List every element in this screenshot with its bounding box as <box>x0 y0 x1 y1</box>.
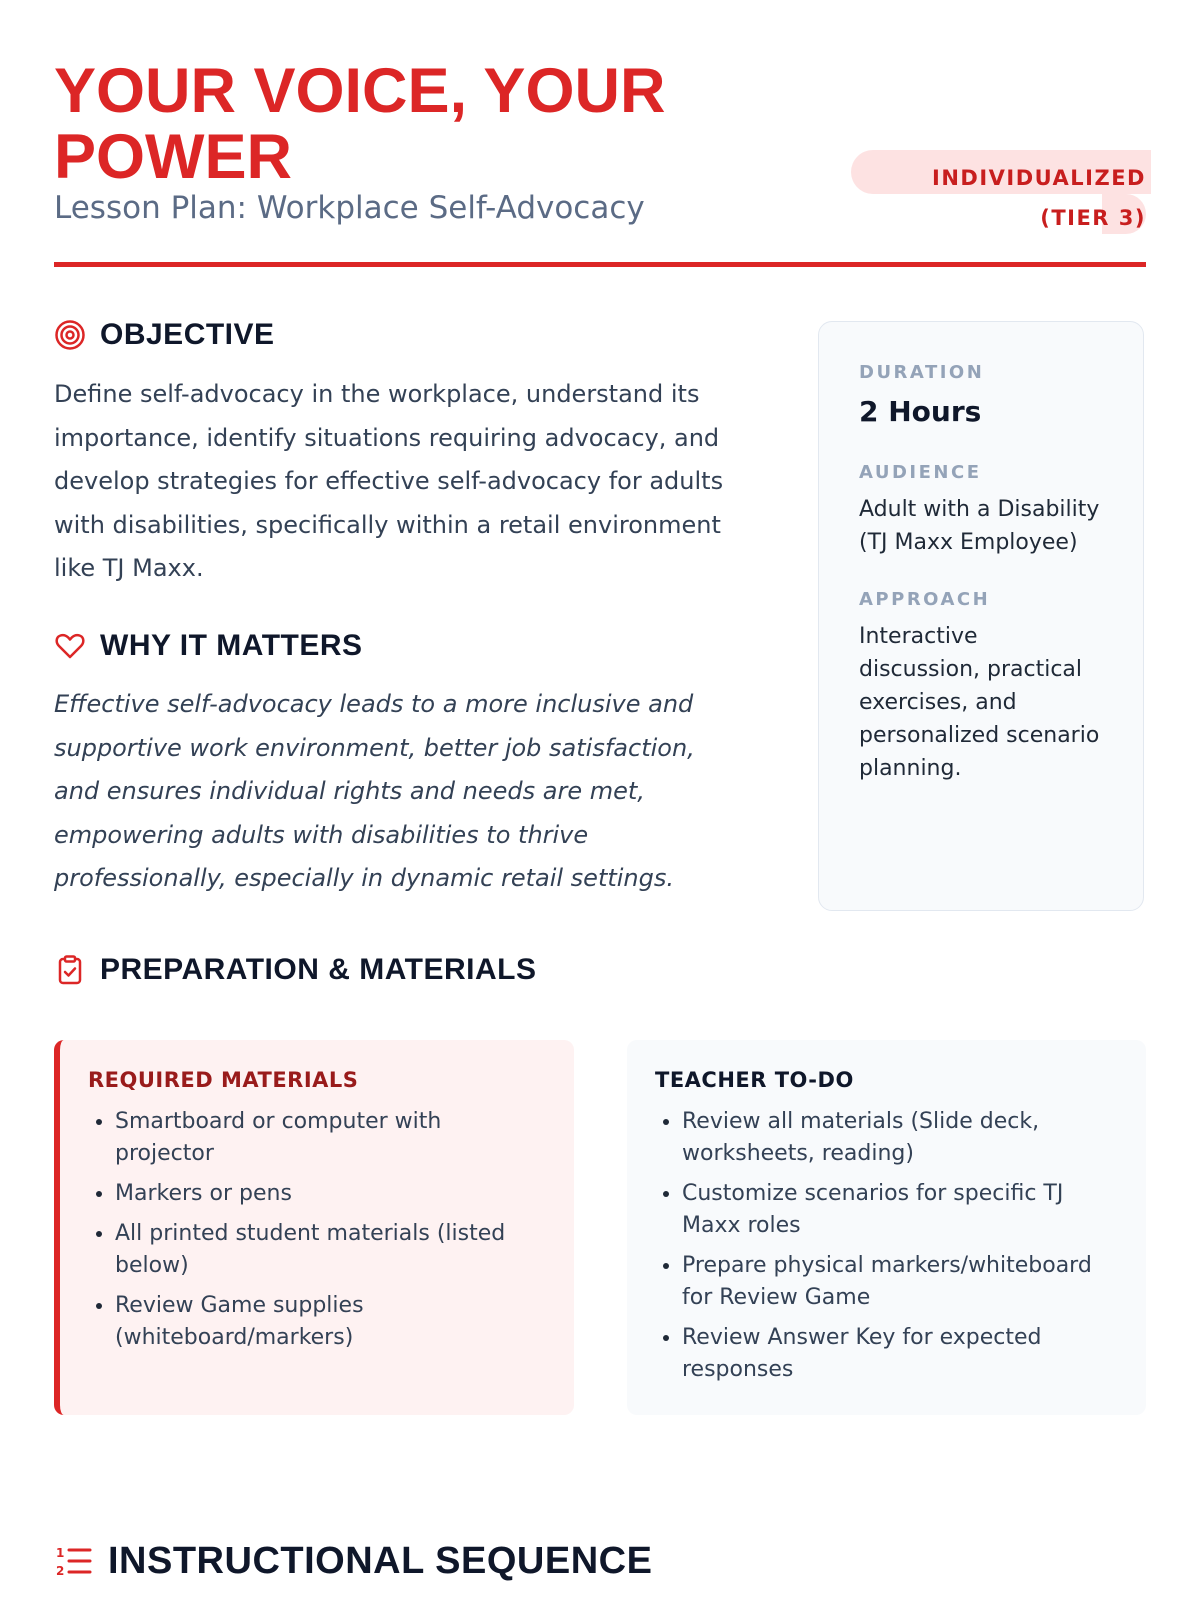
list-item: • Customize scenarios for specific TJ Maxx roles <box>682 1178 1118 1242</box>
tier-badge <box>851 150 1146 236</box>
sequence-heading <box>54 1540 652 1583</box>
list-item: • Review Game supplies (whiteboard/markers) <box>115 1290 546 1354</box>
header-divider <box>54 262 1146 267</box>
approach-label: APPROACH <box>859 589 991 610</box>
teacher-todo-title: TEACHER TO-DO <box>655 1068 854 1092</box>
list-item: • Markers or pens <box>115 1178 546 1210</box>
required-materials-title: REQUIRED MATERIALS <box>88 1068 359 1092</box>
duration-label: DURATION <box>859 362 985 383</box>
page-subtitle: Lesson Plan: Workplace Self-Advocacy <box>54 190 645 226</box>
list-item: • All printed student materials (listed below) <box>115 1218 546 1282</box>
clipboard-check-icon <box>54 954 86 986</box>
prep-heading-text: PREPARATION & MATERIALS <box>100 953 537 986</box>
teacher-todo-box <box>627 1040 1146 1415</box>
prep-heading <box>54 953 537 987</box>
audience-label: AUDIENCE <box>859 462 982 483</box>
numbered-list-icon <box>54 1542 94 1582</box>
why-heading-text: WHY IT MATTERS <box>100 629 363 662</box>
sequence-heading-text: INSTRUCTIONAL SEQUENCE <box>108 1540 653 1582</box>
required-materials-box <box>54 1040 574 1415</box>
required-materials-list <box>88 1106 546 1354</box>
target-icon <box>54 319 86 351</box>
objective-heading <box>54 318 275 352</box>
list-item: • Smartboard or computer with projector <box>115 1106 546 1170</box>
audience-value: Adult with a Disability (TJ Maxx Employee) <box>859 497 1100 555</box>
heart-icon <box>54 630 86 662</box>
lesson-info-card <box>818 321 1144 911</box>
why-heading <box>54 629 363 663</box>
objective-text: Define self-advocacy in the workplace, understand its importance, identify situations requiring advocacy, and develop strategies for effective self-advocacy for adults with disabilities, specifically within a retail environment like TJ Maxx. <box>54 380 724 582</box>
svg-text:1: 1 <box>56 1545 65 1560</box>
teacher-todo-list <box>655 1106 1118 1386</box>
list-item: • Review Answer Key for expected responses <box>682 1322 1118 1386</box>
lesson-plan-page <box>54 0 1146 1600</box>
list-item: • Prepare physical markers/whiteboard for Review Game <box>682 1250 1118 1314</box>
svg-text:2: 2 <box>56 1563 65 1578</box>
approach-value: Interactive discussion, practical exercises, and personalized scenario planning. <box>859 624 1100 781</box>
why-text: Effective self-advocacy leads to a more inclusive and supportive work environment, better job satisfaction, and ensures individual rights and needs are met, empowering adults with disabilities to thrive professionally, especially in dynamic retail settings. <box>54 690 695 892</box>
duration-value: 2 Hours <box>859 395 982 428</box>
list-item: • Review all materials (Slide deck, worksheets, reading) <box>682 1106 1118 1170</box>
objective-heading-text: OBJECTIVE <box>100 318 275 351</box>
page-title: YOUR VOICE, YOUR POWER <box>54 56 666 192</box>
tier-badge-label: INDIVIDUALIZED (TIER 3) <box>932 166 1146 230</box>
